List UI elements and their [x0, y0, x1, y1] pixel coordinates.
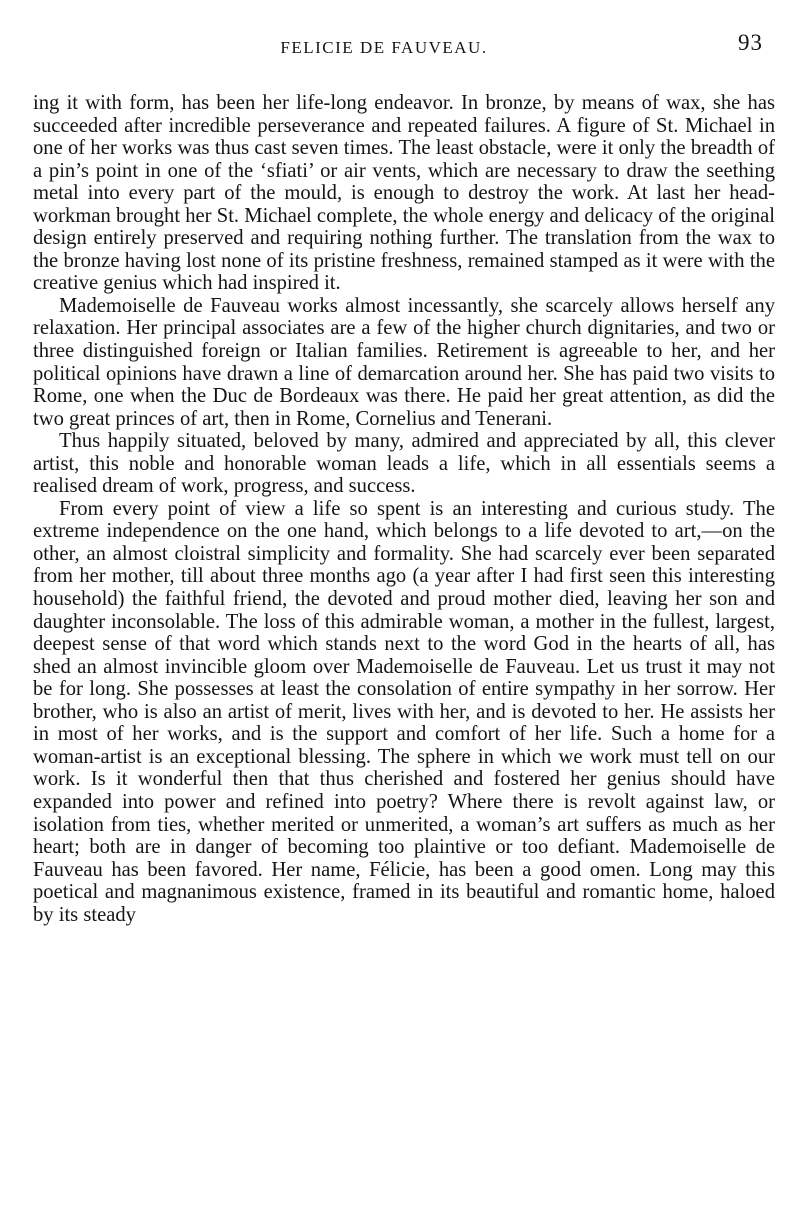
paragraph-continued: ing it with form, has been her life-long endeavor. In bronze, by means of wax, she has succeeded after incredible perseverance and repeated failures. A figure of St. Michael in one of her works was thus cast seven times. The least obstacle, were it only the breadth of a pin’s point in one of the ‘sfiati’ or air vents, which are necessary to draw the seething metal into every part of the mould, is enough to destroy the work. At last her head-workman brought her St. Michael complete, the whole energy and delicacy of the original design entirely preserved and requiring nothing further. The translation from the wax to the bronze having lost none of its pristine freshness, remained stamped as it were with the creative genius which had inspired it. [33, 92, 775, 295]
book-page [33, 28, 775, 926]
paragraph: Thus happily situated, beloved by many, admired and appreciated by all, this clever artist, this noble and honorable woman leads a life, which in all essentials seems a realised dream of work, progress, and success. [33, 430, 775, 498]
page-header [33, 28, 775, 68]
paragraph: From every point of view a life so spent is an interesting and curious study. The extreme independence on the one hand, which belongs to a life devoted to art,—on the other, an almost cloistral simplicity and formality. She had scarcely ever been separated from her mother, till about three months ago (a year after I had first seen this interesting household) the faithful friend, the devoted and proud mother died, leaving her son and daughter inconsolable. The loss of this admirable woman, a mother in the fullest, largest, deepest sense of that word which stands next to the word God in the hearts of all, has shed an almost invincible gloom over Mademoiselle de Fauveau. Let us trust it may not be for long. She possesses at least the consolation of entire sympathy in her sorrow. Her brother, who is also an artist of merit, lives with her, and is devoted to her. He assists her in most of her works, and is the support and comfort of her life. Such a home for a woman-artist is an exceptional blessing. The sphere in which we work must tell on our work. Is it wonderful then that thus cherished and fostered her genius should have expanded into power and refined into poetry? Where there is revolt against law, or isolation from ties, whether merited or unmerited, a woman’s art suffers as much as her heart; both are in danger of becoming too plaintive or too defiant. Mademoiselle de Fauveau has been favored. Her name, Félicie, has been a good omen. Long may this poetical and magnanimous existence, framed in its beautiful and romantic home, haloed by its steady [33, 497, 775, 926]
body-text [33, 92, 775, 926]
running-title [33, 38, 775, 58]
running-title-text: FELICIE DE FAUVEAU. [280, 38, 488, 57]
page-number: 93 [738, 30, 763, 55]
paragraph: Mademoiselle de Fauveau works almost incessantly, she scarcely allows herself any relaxation. Her principal associates are a few of the higher church dignitaries, and two or three distinguished foreign or Italian families. Retirement is agreeable to her, and her political opinions have drawn a line of demarcation around her. She has paid two visits to Rome, one when the Duc de Bordeaux was there. He paid her great attention, as did the two great princes of art, then in Rome, Cornelius and Tenerani. [33, 294, 775, 430]
